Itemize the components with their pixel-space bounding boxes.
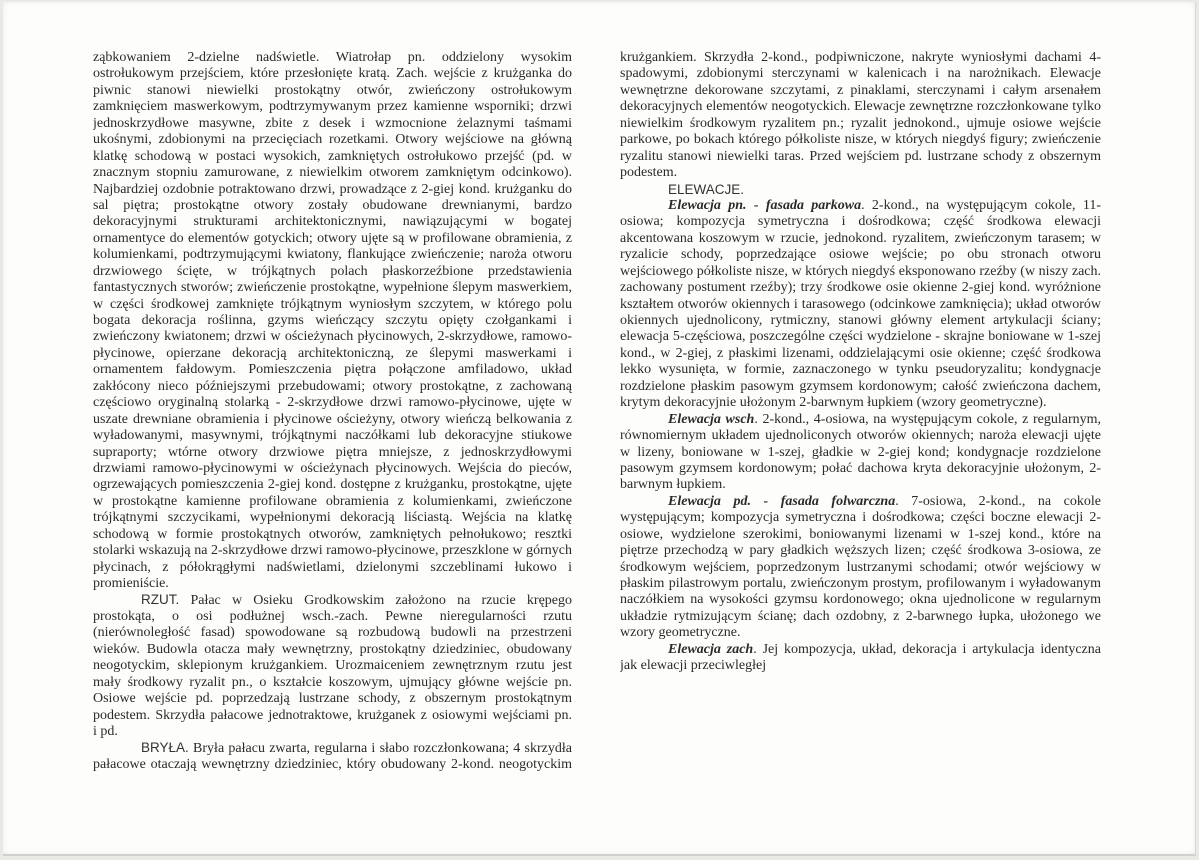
text-line: [620, 543, 1101, 559]
text-line: [620, 247, 1101, 263]
line-text: ząbkowaniem 2-dzielne nadświetle. Wiatrołap pn. oddzielony wysokim: [93, 50, 572, 65]
line-text: klatkę schodową w postaci wysokich, zamkniętych ostrołukowo przejść (pd. w: [93, 148, 572, 164]
line-text: ostrołukowym przejściem, które przesłonięte kratą. Zach. wejście z krużganka do: [93, 66, 572, 82]
line-text: podestem. Skrzydła pałacowe jednotraktowe, krużganek z osiowymi wejściami pn.: [93, 707, 572, 723]
line-text: (nierównoległość fasad) spowodowane są rozbudową budowli na przestrzeni: [93, 625, 572, 641]
paragraph: [93, 50, 572, 592]
line-text: i pd.: [93, 723, 118, 739]
text-line: [93, 477, 572, 493]
text-line: [93, 642, 572, 658]
line-text: okiennych ujednolicony, rytmiczny, stanowi główny element artykulacji ściany;: [620, 313, 1101, 328]
line-text: drzwiowego ścięte, w trójkątnych polach płaskorzeźbione przedstawienia: [93, 263, 572, 279]
text-line: [93, 560, 572, 576]
text-line: [620, 231, 1101, 247]
line-text: częściowo oryginalną stolarką - 2-skrzydłowe drzwi ramowo-płycinowe, ujęte w: [93, 395, 572, 411]
text-line: [620, 362, 1101, 378]
line-text: wewnętrzne dekorowane szczytami, z pinaklami, sterczynami i całym arsenałem: [620, 82, 1101, 98]
text-line: [93, 66, 572, 82]
paragraph-lead: BRYŁA.: [141, 740, 189, 756]
line-text: rozdzielone płaskim pasowym gzymsem kordonowym; całość zwieńczona dachem,: [620, 378, 1101, 394]
paragraph-lead: RZUT.: [141, 592, 180, 608]
text-line: [93, 247, 572, 263]
text-line: [620, 165, 1101, 181]
line-text: zakłócony nieco późniejszymi przebudowami; otwory prostokątne, z zachowaną: [93, 378, 572, 394]
line-text: w prostokątne kamienne profilowane obramienia z kolumienkami, zwieńczone: [93, 493, 572, 509]
text-line: [93, 346, 572, 362]
line-text: krużgankiem. Skrzydła 2-kond., podpiwniczone, nakryte wyniosłymi dachami 4-: [620, 50, 1101, 65]
paragraph-lead: Elewacja wsch: [668, 411, 755, 427]
text-line: [93, 83, 572, 99]
text-line: [620, 280, 1101, 296]
paragraph: [620, 642, 1101, 675]
text-line: [93, 264, 572, 280]
text-line: [620, 99, 1101, 115]
line-text: Pałac w Osieku Grodkowskim założono na rzucie krępego: [179, 593, 572, 609]
text-line: [620, 658, 1101, 674]
line-text: w lizeny, boniowane w 1-szej, gładkie w 2-giej kond; kondygnacje rozdzielone: [620, 444, 1101, 460]
text-line: [93, 214, 572, 230]
line-text: . 2-kond., 4-osiowa, na występującym cokole, z regularnym,: [754, 411, 1101, 427]
line-text: wyładowanymi, masywnymi, trójkątnymi naczółkami lub dekoracyjne stiukowe: [93, 428, 572, 444]
text-line: [93, 329, 572, 345]
line-text: niewielkim środkowym ryzalitem pn.; ryzalit jednokond., ujmuje osiowe wejście: [620, 115, 1101, 131]
text-line: [93, 757, 572, 773]
line-text: dekoracyjnych elementów neogotyckich. Elewacje zewnętrzne rozczłonkowane tylko: [620, 99, 1101, 115]
text-line: [620, 264, 1101, 280]
text-line: [93, 99, 572, 115]
text-line: [93, 116, 572, 132]
line-text: . Jej kompozycja, układ, dekoracja i artykulacja identyczna: [753, 641, 1101, 657]
line-text: barwnym łupkiem.: [620, 477, 726, 493]
line-text: trójkątnymi szczycikami, wypełnionymi dekoracją liściastą. Wejścia na klatkę: [93, 510, 572, 526]
text-line: [620, 609, 1101, 625]
line-text: płaskim pilastrowym portalu, zwieńczonym prostym, profilowanym i wyładowanym: [620, 576, 1101, 591]
line-text: . 2-kond., na występującym cokole, 11-: [861, 197, 1101, 213]
text-line: [93, 494, 572, 510]
line-text: prostokąta, o osi podłużnej wsch.-zach. Pewne nieregularności rzutu: [93, 608, 572, 624]
right-column: [620, 50, 1101, 675]
text-line: [93, 527, 572, 543]
line-text: pasowym gzymsem kordonowym; połać dachowa kryta dekoracyjnie ułożonym, 2-: [620, 460, 1101, 476]
line-text: pałacowe otaczają wewnętrzny dziedziniec, który obudowany 2-kond. neogotyckim: [93, 756, 572, 772]
line-text: ukośnymi, zdobionymi na przecięciach rozetkami. Otwory wejściowe na główną: [93, 132, 572, 148]
paragraph: [620, 198, 1101, 412]
line-text: środkowym wejściem, poprzedzonym lustrzanymi schodami; otwór wejściowy w: [620, 559, 1101, 575]
paragraph: [93, 592, 572, 740]
paragraph-lead: Elewacja pn. - fasada parkowa: [668, 197, 862, 213]
text-line: [93, 379, 572, 395]
line-text: ryzalitu stanowi niewielki taras. Przed wejściem pd. lustrzane schody z obszernym: [620, 148, 1101, 164]
text-line: [93, 461, 572, 477]
line-text: ornamentem fałdowym. Pomieszczenia piętra połączone amfiladowo, układ: [93, 362, 572, 378]
text-line: [93, 412, 572, 428]
text-line: [620, 642, 1101, 658]
text-line: [620, 132, 1101, 148]
line-text: podestem.: [620, 165, 678, 181]
text-line: [620, 412, 1101, 428]
line-text: dekoracyjnymi strukturami architektonicznymi, nawiązującymi w bogatej: [93, 214, 572, 230]
line-text: zachowany postument rzeźby); trzy środkowe osie okienne 2-giej kond. wyróżnione: [620, 280, 1101, 296]
line-text: ornamentyce do elementów gotyckich; otwory ujęte są w profilowane obramienia, z: [93, 230, 572, 246]
text-line: [620, 560, 1101, 576]
line-text: osiowa; kompozycja symetryczna i dośrodkowa; część środkowa elewacji: [620, 214, 1101, 230]
text-line: [93, 395, 572, 411]
line-text: kond., w 2-giej, z płaskimi lizenami, oddzielającymi osie okienne; część środkowa: [620, 345, 1101, 361]
line-text: piwnic stanowi niewielki prostokątny otwór, zwieńczony ostrołukowym: [93, 82, 572, 98]
line-text: osiowe, wydzielone szerokimi, boniowanymi lizenami w 1-szej kond., które na: [620, 526, 1101, 542]
text-line: [620, 592, 1101, 608]
text-line: [93, 576, 572, 592]
line-text: wejściowego półkoliste nisze, w których niegdyś eksponowano rzeźby (w niszy zach.: [620, 263, 1101, 279]
paragraph-lead: Elewacja pd. - fasada folwarczna: [668, 493, 896, 509]
text-line: [620, 116, 1101, 132]
text-line: [620, 329, 1101, 345]
text-line: [620, 297, 1101, 313]
line-text: zwieńczony kwiatonem; drzwi w ościeżynach płycinowych, 2-skrzydłowe, ramowo-: [93, 329, 572, 345]
text-line: [93, 658, 572, 674]
text-line: [93, 297, 572, 313]
line-text: kształtem otworów okiennych i tarasowego (odcinkowe zamknięcia); układ otworów: [620, 296, 1101, 312]
text-line: [93, 708, 572, 724]
text-line: [93, 132, 572, 148]
line-text: . 7-osiowa, 2-kond., na cokole: [895, 493, 1101, 509]
document-page: [3, 2, 1196, 856]
line-text: drzwiami ramowo-płycinowymi w ościeżynach płycinowych. Wejścia do pieców,: [93, 460, 572, 476]
text-line: [93, 428, 572, 444]
text-line: [93, 165, 572, 181]
text-line: [620, 198, 1101, 214]
text-line: [93, 510, 572, 526]
text-line: [93, 280, 572, 296]
text-line: [93, 543, 572, 559]
line-text: promieniście.: [93, 576, 169, 591]
left-column: [93, 50, 572, 773]
text-line: [620, 149, 1101, 165]
line-text: zamknięciem maswerkowym, podtrzymywanym przez kamienne wsporniki; drzwi: [93, 99, 572, 115]
text-line: [93, 740, 572, 756]
line-text: neogotyckim, sklepionym krużgankiem. Urozmaiceniem zewnętrznym rzutu jest: [93, 658, 572, 674]
line-text: schodową w formie prostokątnych otworów, zamkniętych pełnołukowo; resztki: [93, 526, 572, 542]
line-text: bogata dekoracja roślinna, gzyms wieńczący szczytu opięty czołgankami i: [93, 313, 572, 328]
text-line: [620, 83, 1101, 99]
line-text: naczółkiem na wysokości gzymsu kordonowego; okna ujednolicone w regularnym: [620, 592, 1101, 608]
text-line: [620, 50, 1101, 66]
line-text: płycinowe, opierzane dekoracją architektoniczną, ze ślepymi maswerkami i: [93, 345, 572, 361]
line-text: znacznym stopniu zamurowane, z niewielkim otworem zamkniętym odcinkowo).: [93, 165, 572, 181]
line-text: jednoskrzydłowe masywne, zbite z desek i wzmocnione żelaznymi taśmami: [93, 115, 572, 131]
text-line: [93, 625, 572, 641]
line-text: występującym; kompozycja symetryczna i dośrodkowa; części boczne elewacji 2-: [620, 510, 1101, 526]
text-line: [620, 395, 1101, 411]
paragraph: [620, 494, 1101, 642]
paragraph: [93, 740, 572, 773]
text-line: [620, 214, 1101, 230]
line-text: sal piętra; prostokątne otwory zostały obudowane drewnianymi, bardzo: [93, 197, 572, 213]
line-text: supraporty; wtórne otwory drzwiowe piętra mniejsze, z jednoskrzydłowymi: [93, 444, 572, 460]
line-text: w części środkowej zamknięte trójkątnym wyniosłym szczytem, w którego polu: [93, 296, 572, 312]
line-text: Bryła pałacu zwarta, regularna i słabo rozczłonkowana; 4 skrzydła: [188, 741, 572, 757]
line-text: elewacja 5-częściowa, poszczególne części wydzielone - skrajne boniowane w 1-szej: [620, 329, 1101, 345]
text-line: [620, 461, 1101, 477]
text-line: [620, 625, 1101, 641]
paragraph: [620, 50, 1101, 182]
paragraph-lead: Elewacja zach: [668, 641, 754, 657]
line-text: krytym dekoracyjnie ułożonym 2-barwnym łupkiem (wzory geometryczne).: [620, 395, 1047, 411]
text-line: [93, 675, 572, 691]
section-heading: ELEWACJE.: [668, 181, 745, 197]
line-text: Osiowe wejście pd. poprzedzają lustrzane schody, z obszernym prostokątnym: [93, 691, 572, 707]
line-text: stolarki wskazują na 2-skrzydłowe drzwi ramowo-płycinowe, przeszklone w górnych: [93, 543, 572, 559]
line-text: równomiernym układem ujednoliconych otworów okiennych; naroża elewacji ujęte: [620, 428, 1101, 444]
line-text: piętrze przechodzą w pary gładkich węższych lizen; część środkowa 3-osiowa, ze: [620, 543, 1101, 559]
text-line: [93, 313, 572, 329]
paragraph: [620, 412, 1101, 494]
text-line: [620, 576, 1101, 592]
line-text: wzory geometryczne.: [620, 625, 741, 641]
text-line: [93, 182, 572, 198]
line-text: fantastycznych stworów; zwieńczenie prostokątne, wypełnione ślepym maswerkiem,: [93, 280, 572, 296]
text-line: [93, 50, 572, 66]
line-text: Najbardziej ozdobnie potraktowano drzwi, prowadzące z 2-giej kond. krużganku do: [93, 181, 572, 197]
text-line: [93, 445, 572, 461]
line-text: parkowe, po bokach którego półkoliste nisze, w których niegdyś figury; zwieńczenie: [620, 132, 1101, 148]
line-text: wieków. Budowla otacza mały wewnętrzny, prostokątny dziedziniec, obudowany: [93, 641, 572, 657]
text-line: [620, 527, 1101, 543]
text-line: [620, 66, 1101, 82]
text-line: [93, 691, 572, 707]
line-text: ryzalicie schody, poprzedzające osiowe wejście; po obu stronach otworu: [620, 247, 1101, 263]
text-line: [620, 477, 1101, 493]
text-line: [93, 724, 572, 740]
line-text: lekko wysunięta, w formie, zaznaczonego w tynku pseudoryzalitu; kondygnacje: [620, 362, 1101, 378]
line-text: kolumienkami, podtrzymującymi kwiatony, flankujące zwieńczenie; naroża otworu: [93, 247, 572, 263]
text-line: [620, 313, 1101, 329]
text-line: [93, 609, 572, 625]
text-line: [93, 362, 572, 378]
text-line: [620, 379, 1101, 395]
line-text: układzie rytmizującym ścianę; dach ozdobny, z 2-barwnego łupka, ułożonego we: [620, 608, 1101, 624]
text-line: [620, 494, 1101, 510]
text-line: [620, 346, 1101, 362]
line-text: uszate drewniane obramienia i płycinowe ościeżyny, otwory wieńczą belkowania z: [93, 411, 572, 427]
line-text: jak elewacji przeciwległej: [620, 658, 767, 674]
line-text: spadowymi, zdobionymi sterczynami w kalenicach i na narożnikach. Elewacje: [620, 66, 1101, 82]
text-line: [93, 231, 572, 247]
text-line: [93, 149, 572, 165]
line-text: akcentowana koszowym w rzucie, jednokond. ryzalitem, zwieńczonym tarasem; w: [620, 230, 1101, 246]
text-line: [620, 445, 1101, 461]
text-line: [620, 510, 1101, 526]
text-line: [620, 428, 1101, 444]
line-text: mały środkowy ryzalit pn., o kształcie koszowym, ujmujący główne wejście pn.: [93, 674, 572, 690]
line-text: płycinach, z półokrągłymi nadświetlami, dzielonymi szczeblinami łukowo i: [93, 559, 572, 575]
text-line: [93, 592, 572, 608]
line-text: ogrzewających pomieszczenia 2-giej kond. dostępne z krużganku, prostokątne, ujęte: [93, 477, 572, 493]
text-line: [93, 198, 572, 214]
